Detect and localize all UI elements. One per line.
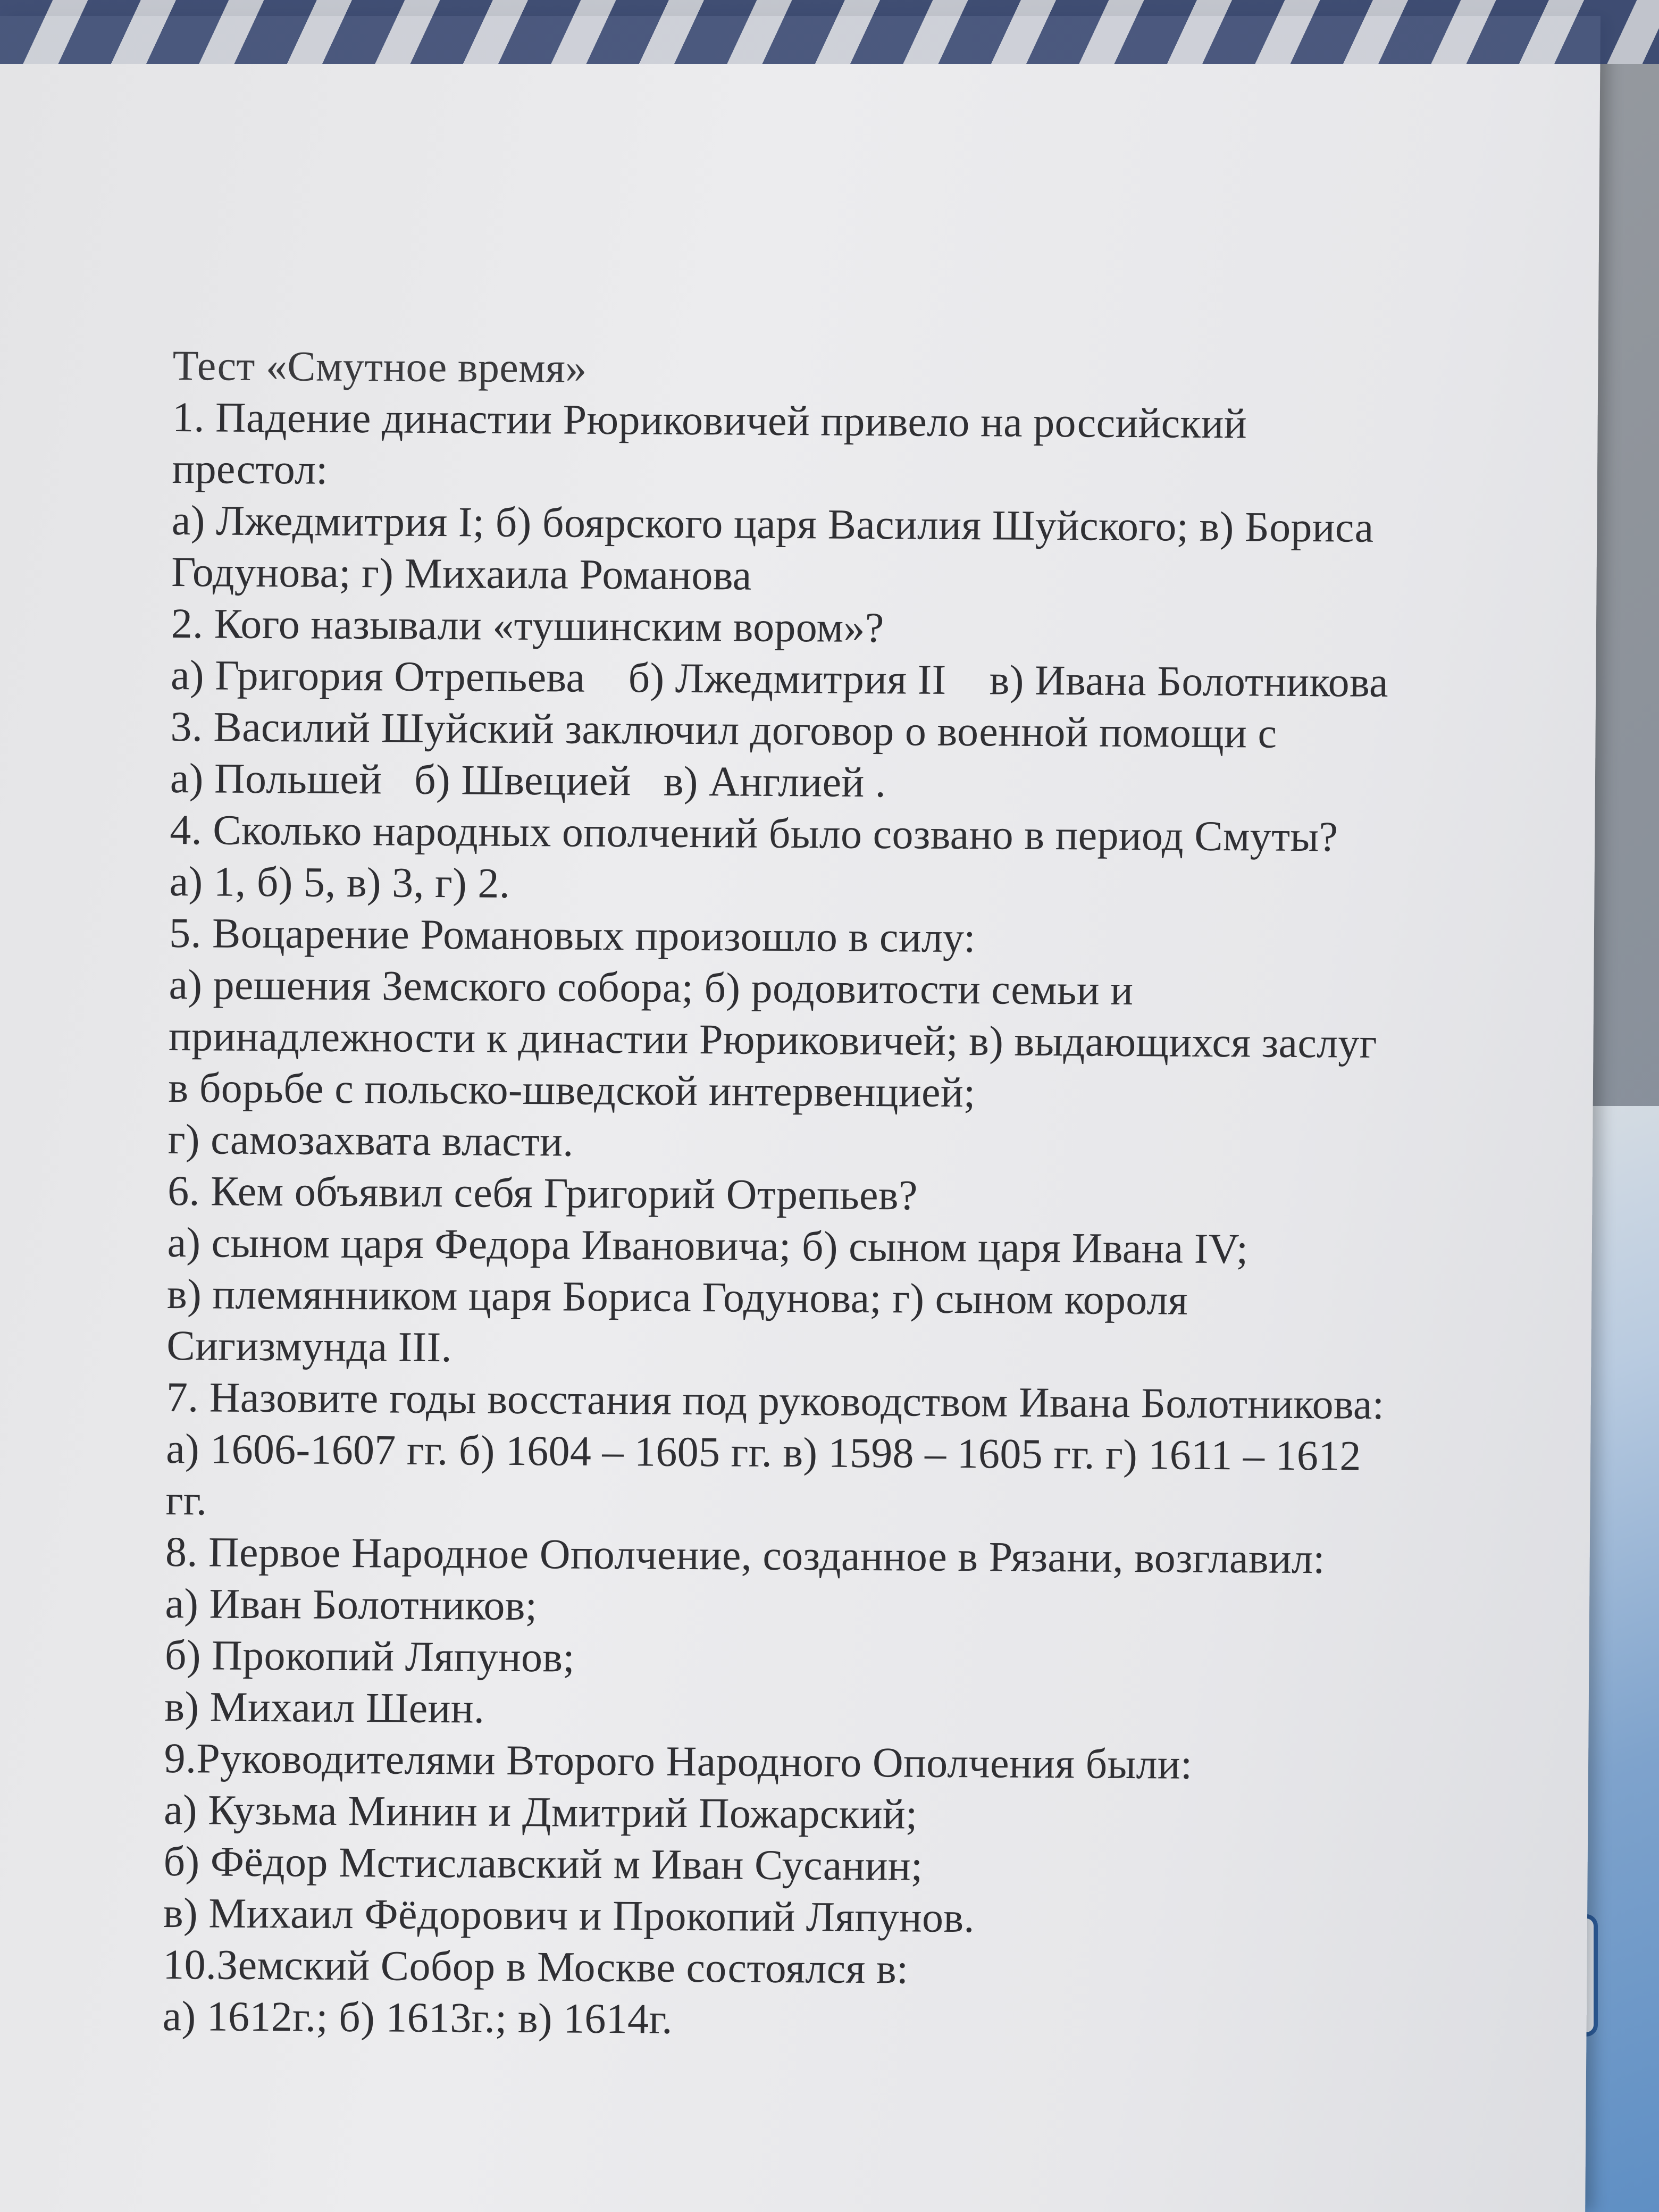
text-line: б) Фёдор Мстиславский м Иван Сусанин;: [163, 1838, 923, 1890]
text-line: в) племянником царя Бориса Годунова; г) сыном короля: [166, 1270, 1188, 1324]
test-lines: [162, 392, 1534, 2051]
text-line: принадлежности к династии Рюриковичей; в) выдающихся заслуг: [168, 1012, 1378, 1067]
text-line: Сигизмунда III.: [166, 1322, 453, 1371]
text-line: Годунова; г) Михаила Романова: [171, 548, 752, 599]
text-line: б) Прокопий Ляпунов;: [164, 1631, 575, 1681]
text-line: 6. Кем объявил себя Григорий Отрепьев?: [167, 1167, 918, 1219]
text-line: а) Иван Болотников;: [165, 1580, 538, 1630]
text-line: а) 1612г.; б) 1613г.; в) 1614г.: [162, 1992, 673, 2043]
text-line: 7. Назовите годы восстания под руководством Ивана Болотникова:: [166, 1373, 1385, 1428]
text-line: а) 1606-1607 гг. б) 1604 – 1605 гг. в) 1598 – 1605 гг. г) 1611 – 1612: [165, 1425, 1362, 1480]
top-print-strip: [0, 0, 1659, 64]
text-line: 1. Падение династии Рюриковичей привело на российский: [172, 393, 1247, 448]
text-line: престол:: [172, 445, 329, 493]
text-line: 8. Первое Народное Ополчение, созданное в Рязани, возглавил:: [165, 1528, 1326, 1583]
text-line: в) Михаил Фёдорович и Прокопий Ляпунов.: [163, 1889, 975, 1942]
text-line: в) Михаил Шеин.: [164, 1683, 485, 1732]
text-line: а) 1, б) 5, в) 3, г) 2.: [169, 858, 510, 907]
text-line: в борьбе с польско-шведской интервенцией;: [168, 1064, 976, 1117]
text-line: 5. Воцарение Романовых произошло в силу:: [169, 909, 976, 962]
text-line: 4. Сколько народных ополчений было созвано в период Смуты?: [170, 806, 1338, 861]
text-line: а) решения Земского собора; б) родовитости семьи и: [169, 961, 1134, 1015]
text-line: г) самозахвата власти.: [167, 1116, 574, 1166]
test-title: Тест «Смутное время»: [172, 342, 587, 392]
test-content: [162, 340, 1534, 2051]
text-line: 3. Василий Шуйский заключил договор о военной помощи с: [170, 703, 1277, 757]
text-line: гг.: [165, 1477, 207, 1524]
text-line: а) Лжедмитрия I; б) боярского царя Василия Шуйского; в) Бориса: [171, 497, 1374, 551]
text-line: а) сыном царя Федора Ивановича; б) сыном царя Ивана IV;: [167, 1219, 1249, 1273]
text-line: а) Кузьма Минин и Дмитрий Пожарский;: [163, 1786, 918, 1838]
text-line: 9.Руководителями Второго Народного Ополчения были:: [164, 1735, 1193, 1788]
text-line: 2. Кого называли «тушинским вором»?: [171, 600, 884, 652]
text-line: 10.Земский Собор в Москве состоялся в:: [163, 1941, 909, 1993]
text-line: а) Григория Отрепьева б) Лжедмитрия II в) Ивана Болотникова: [170, 651, 1389, 706]
text-line: а) Польшей б) Швецией в) Англией .: [170, 755, 886, 807]
